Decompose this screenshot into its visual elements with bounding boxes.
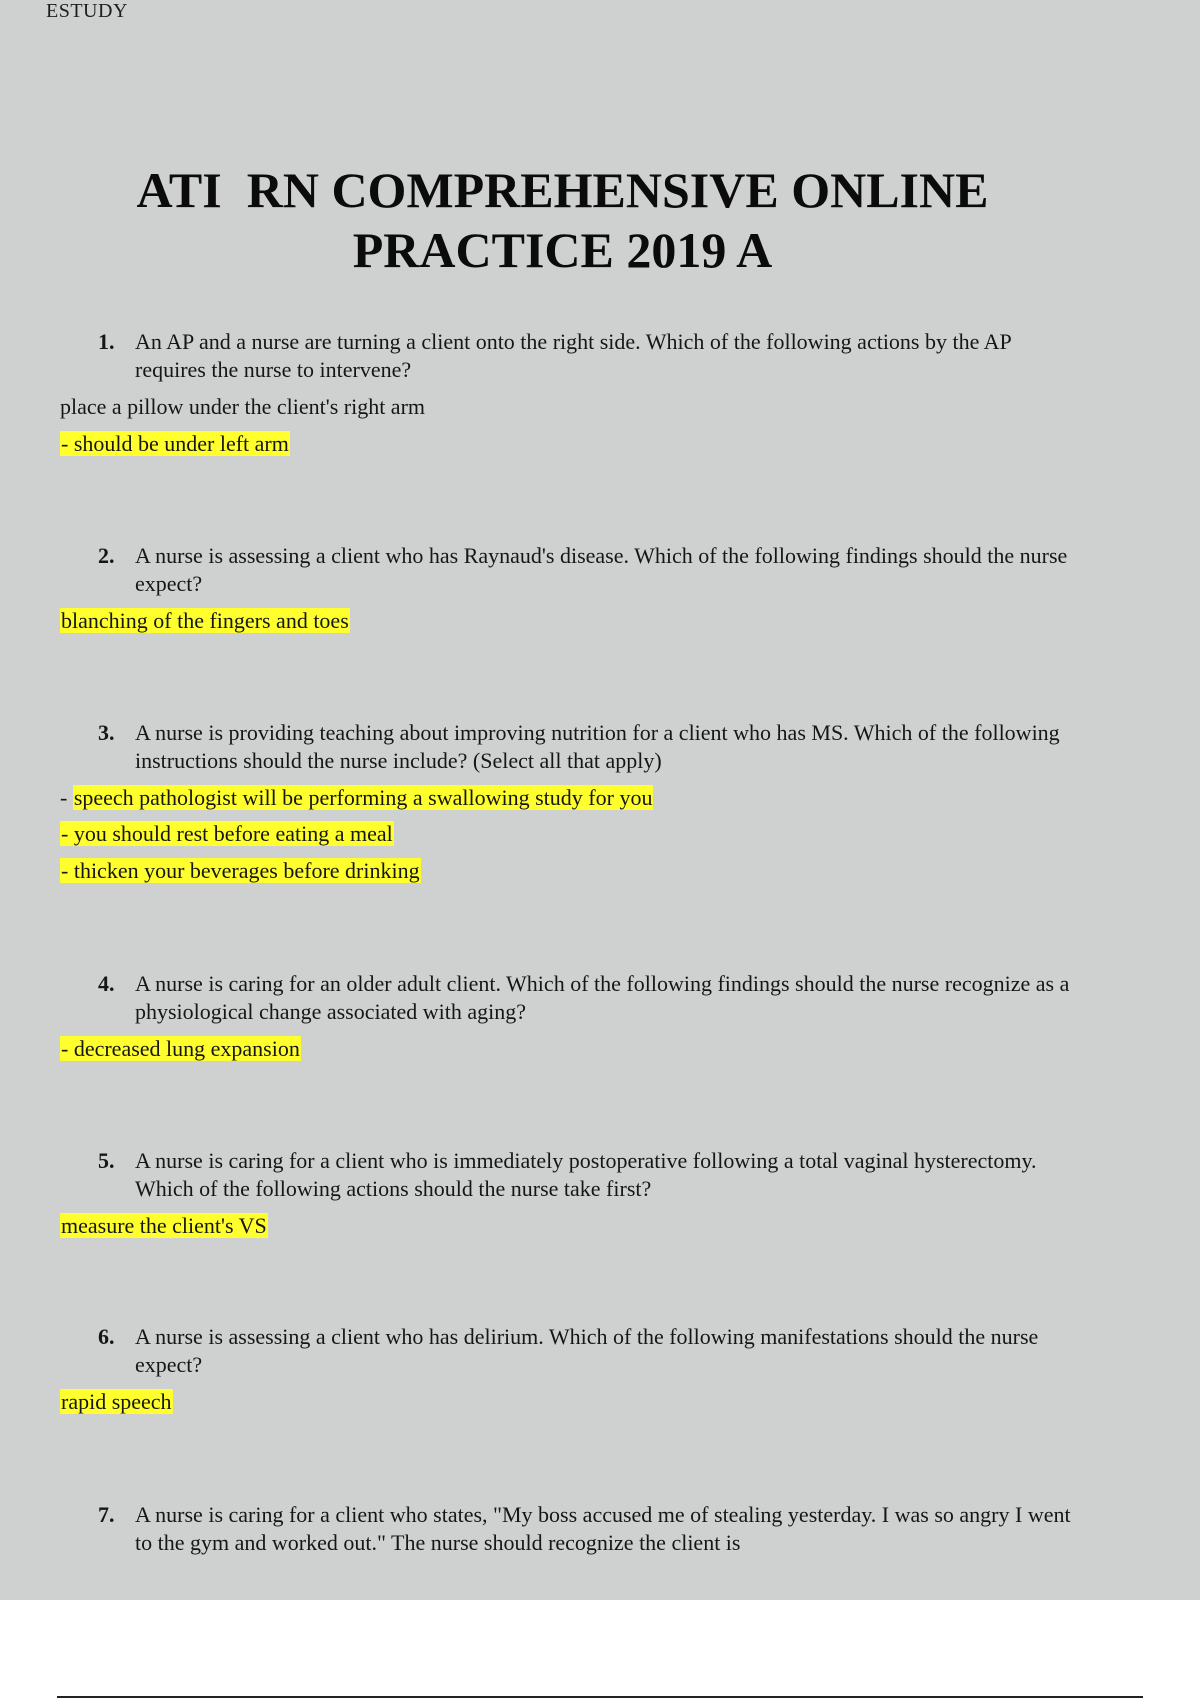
question-text: A nurse is caring for a client who states, "My boss accused me of stealing yesterday. I was so angry I went to the gym and worked out." The nurse should recognize the client is [135,1502,1071,1555]
header-label: ESTUDY [46,0,128,22]
question-stem [60,1147,1080,1203]
answer-line [60,1212,1080,1240]
question-number: 2. [98,543,115,568]
question-number: 5. [98,1148,115,1173]
question-text: A nurse is assessing a client who has Raynaud's disease. Which of the following findings should the nurse expect? [135,543,1068,596]
answer-highlight: speech pathologist will be performing a swallowing study for you [73,785,653,810]
question-4 [60,970,1080,1063]
page-title-line-2: PRACTICE 2019 A [352,222,773,278]
page-title [0,160,1125,280]
question-text: A nurse is assessing a client who has delirium. Which of the following manifestations should the nurse expect? [135,1324,1039,1377]
answer-highlight: - should be under left arm [61,431,289,456]
question-stem [60,970,1080,1026]
question-text: A nurse is providing teaching about improving nutrition for a client who has MS. Which of the following instructions should the nurse include? (Select all that apply) [135,720,1060,773]
answer-highlight: - decreased lung expansion [61,1036,300,1061]
question-stem [60,542,1080,598]
question-1 [60,328,1080,458]
answer-highlight: rapid speech [61,1389,172,1414]
question-number: 7. [98,1502,115,1527]
page-title-line-1: ATI RN COMPREHENSIVE ONLINE [136,162,989,218]
answer-line [60,1035,1080,1063]
question-2 [60,542,1080,635]
answer-highlight: - thicken your beverages before drinking [61,858,420,883]
question-text: A nurse is caring for a client who is immediately postoperative following a total vaginal hysterectomy. Which of the following actions should the nurse take first? [135,1148,1037,1201]
answer-line [60,857,1080,885]
question-text: A nurse is caring for an older adult client. Which of the following findings should the nurse recognize as a physiological change associated with aging? [135,971,1070,1024]
answer-highlight: - you should rest before eating a meal [61,821,393,846]
question-stem [60,328,1080,384]
answer-line [60,820,1080,848]
answer-line [60,1388,1080,1416]
question-number: 3. [98,720,115,745]
answer-line [60,393,1080,421]
answer-highlight: measure the client's VS [61,1213,267,1238]
question-7 [60,1501,1080,1557]
answer-line [60,784,1080,812]
footer-divider [57,1696,1143,1698]
question-stem [60,1323,1080,1379]
question-number: 6. [98,1324,115,1349]
question-number: 1. [98,329,115,354]
question-number: 4. [98,971,115,996]
answer-text: place a pillow under the client's right arm [60,394,426,419]
answer-line [60,430,1080,458]
answer-line [60,607,1080,635]
question-5 [60,1147,1080,1240]
question-text: An AP and a nurse are turning a client onto the right side. Which of the following actions by the AP requires the nurse to intervene? [135,329,1011,382]
question-stem [60,719,1080,775]
answer-dash: - [60,785,73,810]
answer-highlight: blanching of the fingers and toes [61,608,349,633]
question-3 [60,719,1080,885]
question-stem [60,1501,1080,1557]
question-6 [60,1323,1080,1416]
